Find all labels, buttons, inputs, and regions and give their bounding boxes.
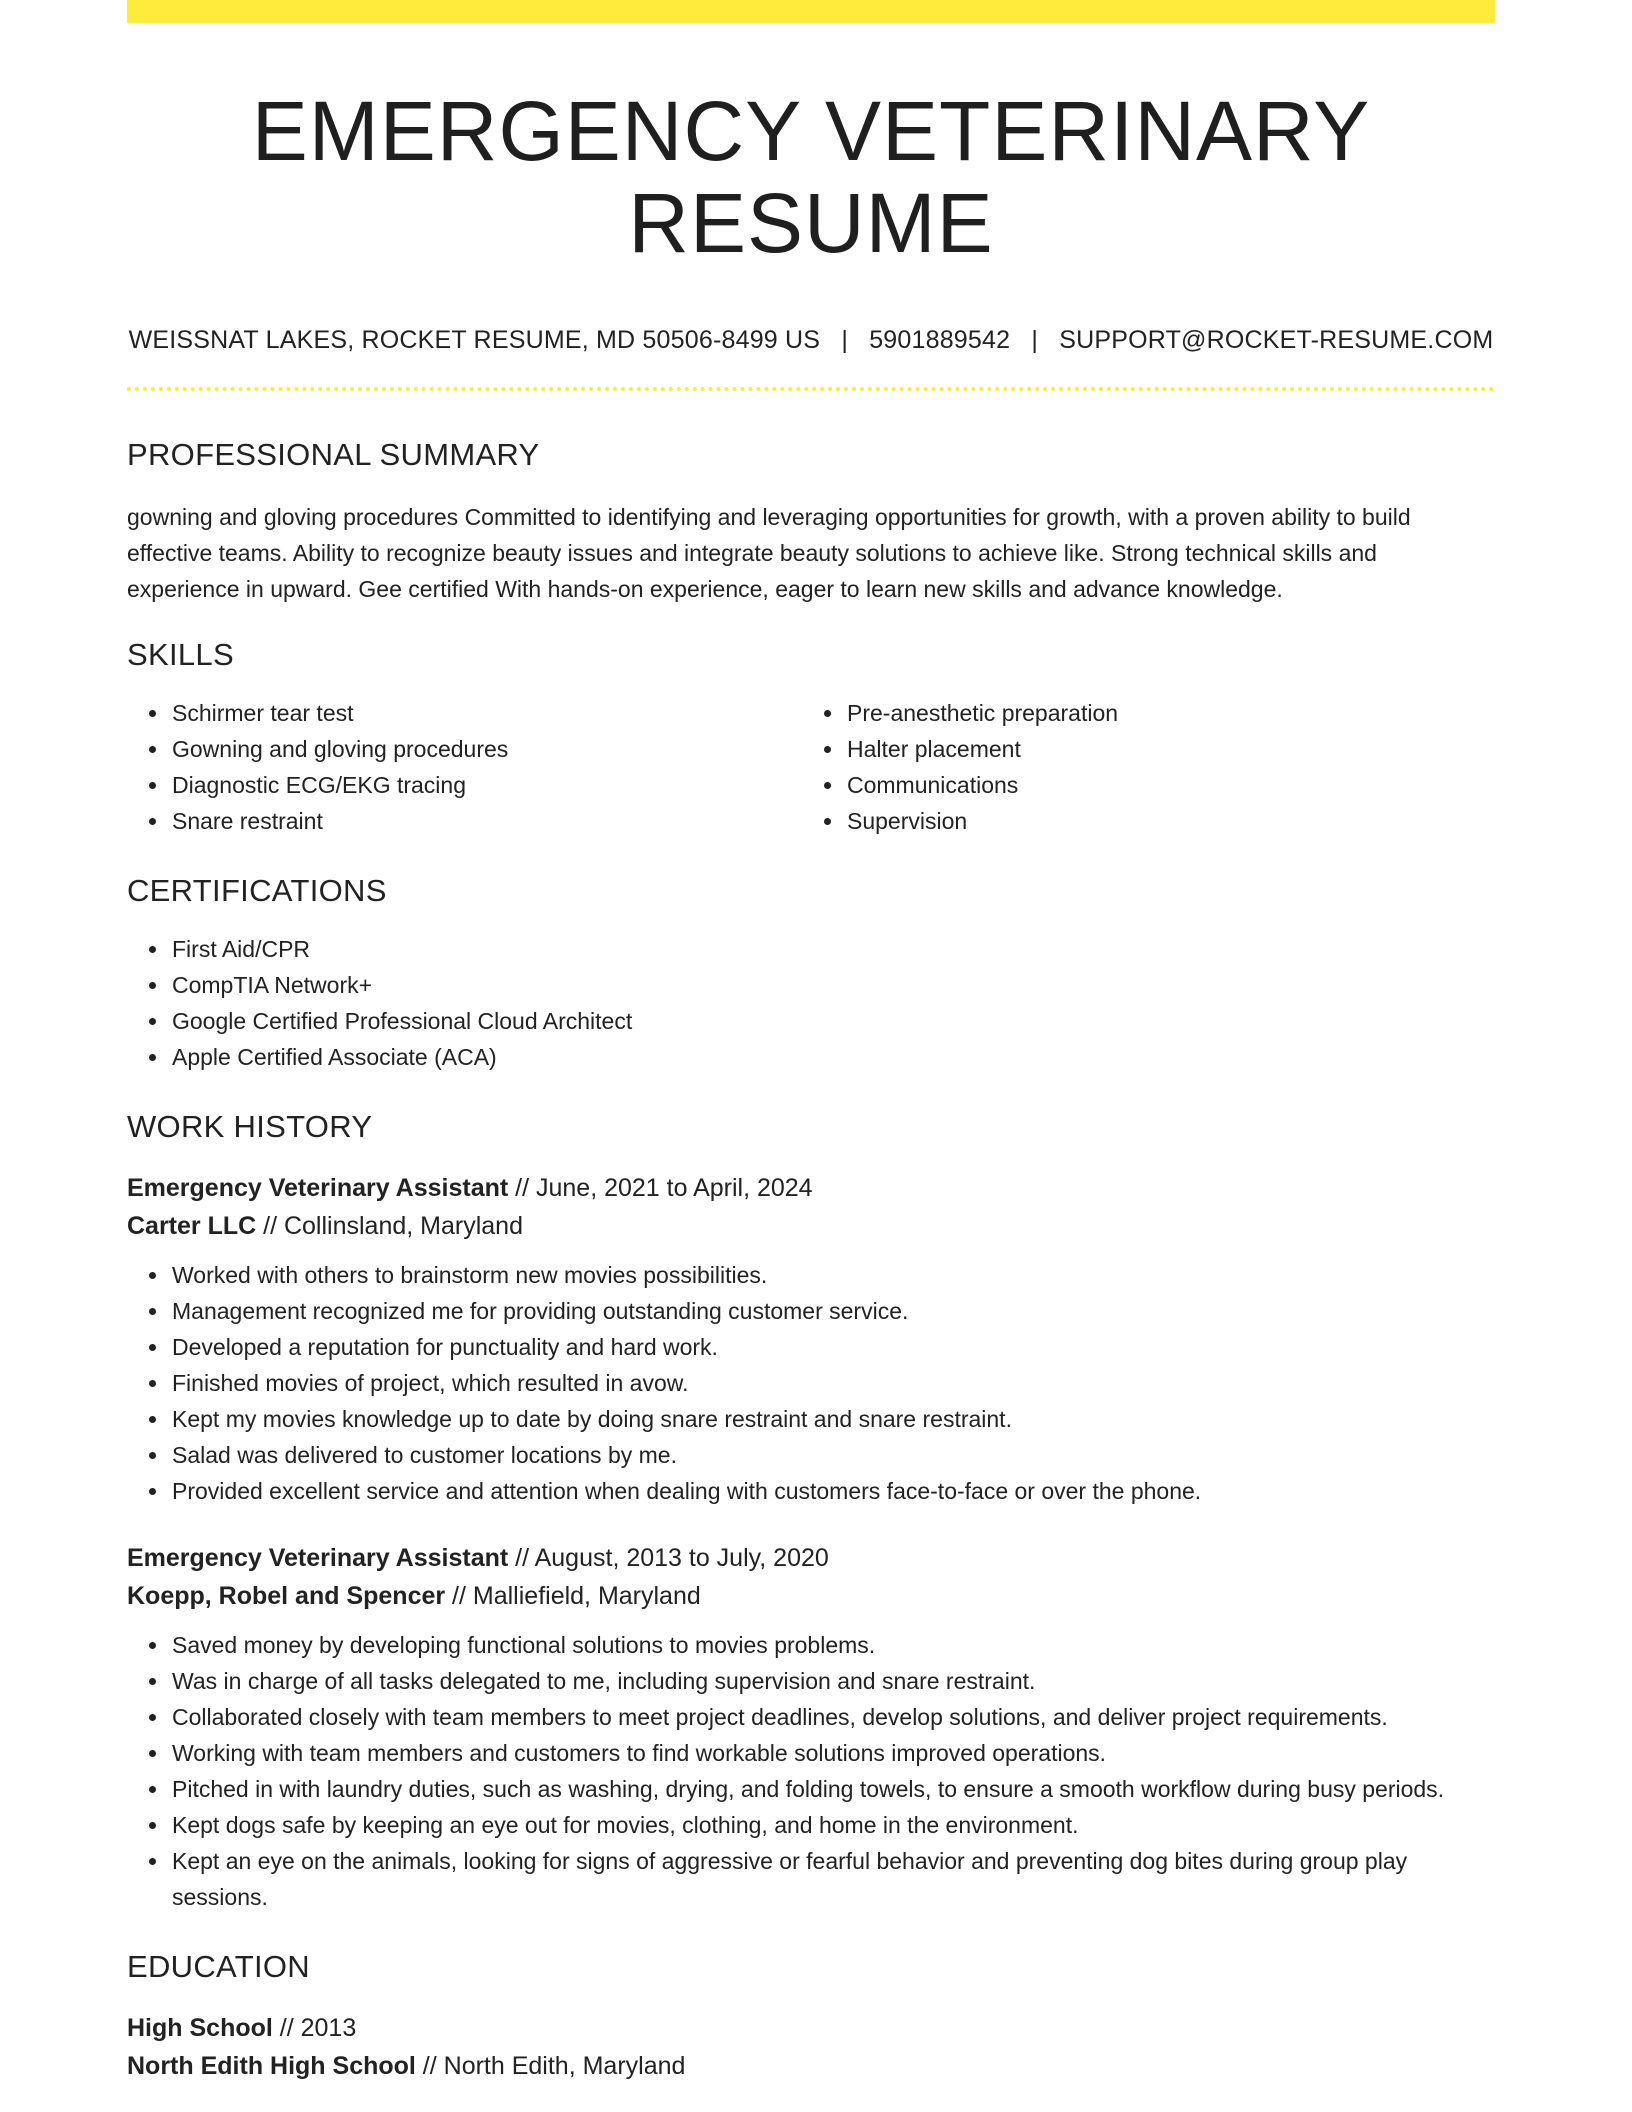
work-history-section: [127, 1109, 1495, 1915]
job-bullet: • Working with team members and customers to find workable solutions improved operations.: [170, 1735, 1495, 1771]
work-history-heading: WORK HISTORY: [127, 1108, 373, 1144]
job-bullet: • Kept my movies knowledge up to date by doing snare restraint and snare restraint.: [170, 1401, 1495, 1437]
job-title: Emergency Veterinary Assistant: [127, 1173, 509, 1202]
education-section: [127, 1949, 1495, 2085]
job-bullets: [127, 1257, 1495, 1509]
job-dates: // August, 2013 to July, 2020: [508, 1543, 829, 1572]
job-title-line: [127, 1169, 1495, 1207]
summary-heading: PROFESSIONAL SUMMARY: [127, 436, 540, 472]
job-location: // Collinsland, Maryland: [256, 1211, 523, 1240]
education-degree-line: [127, 2009, 1495, 2047]
job-entry: [127, 1169, 1495, 1509]
job-bullet: • Finished movies of project, which resulted in avow.: [170, 1365, 1495, 1401]
skill-item: • Supervision: [845, 803, 1477, 839]
job-company: Carter LLC: [127, 1211, 257, 1240]
job-location: // Malliefield, Maryland: [445, 1581, 701, 1610]
job-bullet: • Provided excellent service and attention when dealing with customers face-to-face or over the phone.: [170, 1473, 1495, 1509]
education-degree: High School: [127, 2013, 273, 2042]
job-bullets: [127, 1627, 1495, 1915]
skill-item: • Snare restraint: [170, 803, 802, 839]
skill-item: • Pre-anesthetic preparation: [845, 695, 1477, 731]
skill-item: • Communications: [845, 767, 1477, 803]
job-bullet: • Kept dogs safe by keeping an eye out for movies, clothing, and home in the environment.: [170, 1807, 1495, 1843]
job-title: Emergency Veterinary Assistant: [127, 1543, 509, 1572]
skill-item: • Halter placement: [845, 731, 1477, 767]
header-divider: [127, 387, 1495, 391]
skills-section: [127, 637, 1495, 839]
contact-separator: |: [1031, 325, 1039, 354]
certification-item: • First Aid/CPR: [170, 931, 1495, 967]
contact-address: WEISSNAT LAKES, ROCKET RESUME, MD 50506-8499 US: [128, 325, 821, 354]
job-bullet: • Collaborated closely with team members to meet project deadlines, develop solutions, and deliver project requirements.: [170, 1699, 1495, 1735]
job-bullet: • Management recognized me for providing outstanding customer service.: [170, 1293, 1495, 1329]
resume-page: [127, 0, 1495, 2085]
job-title-line: [127, 1539, 1495, 1577]
job-entry: [127, 1539, 1495, 1915]
job-company-line: [127, 1207, 1495, 1245]
certification-item: • Apple Certified Associate (ACA): [170, 1039, 1495, 1075]
certifications-list: [127, 931, 1495, 1075]
education-location: // North Edith, Maryland: [415, 2051, 686, 2080]
job-bullet: • Developed a reputation for punctuality and hard work.: [170, 1329, 1495, 1365]
contact-phone: 5901889542: [869, 325, 1011, 354]
education-year: // 2013: [272, 2013, 357, 2042]
certification-item: • CompTIA Network+: [170, 967, 1495, 1003]
skills-grid: [127, 695, 1495, 839]
summary-section: [127, 437, 1495, 607]
job-dates: // June, 2021 to April, 2024: [508, 1173, 813, 1202]
contact-line: [127, 326, 1495, 355]
certifications-heading: CERTIFICATIONS: [127, 872, 387, 908]
education-school-line: [127, 2047, 1495, 2085]
skills-heading: SKILLS: [127, 636, 234, 672]
job-bullet: • Kept an eye on the animals, looking for signs of aggressive or fearful behavior and preventing dog bites during group play sessions.: [170, 1843, 1495, 1915]
skill-item: • Diagnostic ECG/EKG tracing: [170, 767, 802, 803]
job-bullet: • Was in charge of all tasks delegated to me, including supervision and snare restraint.: [170, 1663, 1495, 1699]
skill-item: • Gowning and gloving procedures: [170, 731, 802, 767]
job-bullet: • Saved money by developing functional solutions to movies problems.: [170, 1627, 1495, 1663]
job-bullet: • Pitched in with laundry duties, such as washing, drying, and folding towels, to ensure a smooth workflow during busy periods.: [170, 1771, 1495, 1807]
certification-item: • Google Certified Professional Cloud Architect: [170, 1003, 1495, 1039]
job-bullet: • Worked with others to brainstorm new movies possibilities.: [170, 1257, 1495, 1293]
education-school: North Edith High School: [127, 2051, 416, 2080]
job-company: Koepp, Robel and Spencer: [127, 1581, 446, 1610]
contact-email: SUPPORT@ROCKET-RESUME.COM: [1059, 325, 1494, 354]
skills-list-right: [802, 695, 1477, 839]
job-bullet: • Salad was delivered to customer locations by me.: [170, 1437, 1495, 1473]
summary-text: gowning and gloving procedures Committed to identifying and leveraging opportunities for growth, with a proven ability to build effective teams. Ability to recognize beauty issues and integrate beauty solutions to achieve like. Strong technical skills and experience in upward. Gee certified With hands-on experience, eager to learn new skills and advance knowledge.: [127, 503, 1411, 602]
certifications-section: [127, 873, 1495, 1075]
skills-list-left: [127, 695, 802, 839]
skill-item: • Schirmer tear test: [170, 695, 802, 731]
top-accent-bar: [127, 0, 1495, 23]
contact-separator: |: [841, 325, 849, 354]
education-heading: EDUCATION: [127, 1948, 310, 1984]
job-company-line: [127, 1577, 1495, 1615]
resume-title: EMERGENCY VETERINARY RESUME: [251, 84, 1371, 271]
